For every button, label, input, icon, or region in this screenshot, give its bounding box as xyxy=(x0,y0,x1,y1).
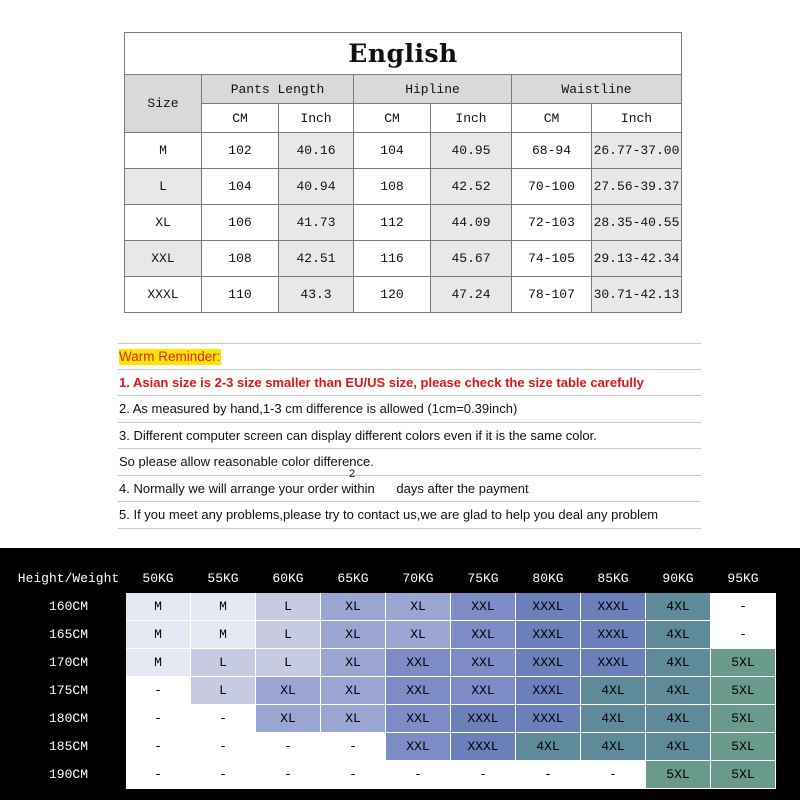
unit-header: Inch xyxy=(431,104,512,133)
hw-size-cell: M xyxy=(191,593,256,621)
hw-size-cell: XXL xyxy=(386,705,451,733)
weight-header: 80KG xyxy=(516,565,581,593)
group-header: Waistline xyxy=(512,75,682,104)
hw-row xyxy=(12,733,776,761)
reminder-line-2: 2. As measured by hand,1-3 cm difference is allowed (1cm=0.39inch) xyxy=(118,396,701,423)
hw-size-cell: - xyxy=(191,761,256,789)
size-value: 40.16 xyxy=(279,133,354,169)
hw-size-cell: - xyxy=(581,761,646,789)
hw-size-cell: 4XL xyxy=(581,677,646,705)
size-value: 68-94 xyxy=(512,133,592,169)
height-label: 170CM xyxy=(12,649,126,677)
hw-size-cell: XXXL xyxy=(451,733,516,761)
reminder-line-3: 3. Different computer screen can display different colors even if it is the same color. xyxy=(118,423,701,450)
hw-size-cell: 4XL xyxy=(581,733,646,761)
hw-size-cell: - xyxy=(126,677,191,705)
hw-size-cell: M xyxy=(126,649,191,677)
weight-header: 50KG xyxy=(126,565,191,593)
size-value: 40.95 xyxy=(431,133,512,169)
hw-size-cell: - xyxy=(256,761,321,789)
size-value: 74-105 xyxy=(512,241,592,277)
hw-size-cell: XXXL xyxy=(581,649,646,677)
hw-size-cell: - xyxy=(451,761,516,789)
hw-size-cell: XXXL xyxy=(516,705,581,733)
weight-header: 55KG xyxy=(191,565,256,593)
unit-header: CM xyxy=(202,104,279,133)
unit-header: Inch xyxy=(592,104,682,133)
weight-header: 70KG xyxy=(386,565,451,593)
hw-size-cell: XL xyxy=(256,705,321,733)
reminder-line-5-start: 4. Normally we will arrange your order within xyxy=(119,480,375,496)
size-value: 108 xyxy=(202,241,279,277)
hw-size-cell: XXXL xyxy=(516,677,581,705)
hw-row xyxy=(12,593,776,621)
size-row xyxy=(125,205,682,241)
unit-header: CM xyxy=(512,104,592,133)
reminder-line-1: 1. Asian size is 2-3 size smaller than EU/US size, please check the size table carefully xyxy=(118,370,701,397)
reminder-title-row xyxy=(118,343,701,370)
hw-size-cell: - xyxy=(516,761,581,789)
hw-size-cell: XXXL xyxy=(516,593,581,621)
unit-header: Inch xyxy=(279,104,354,133)
size-row xyxy=(125,133,682,169)
size-header: Size xyxy=(125,75,202,133)
size-value: 43.3 xyxy=(279,277,354,313)
hw-row xyxy=(12,761,776,789)
reminder-days-number: 2 xyxy=(349,467,356,480)
size-value: 120 xyxy=(354,277,431,313)
weight-header: 85KG xyxy=(581,565,646,593)
reminder-line-5 xyxy=(118,467,701,503)
weight-header: 75KG xyxy=(451,565,516,593)
size-value: 108 xyxy=(354,169,431,205)
size-value: 42.52 xyxy=(431,169,512,205)
weight-header: 90KG xyxy=(646,565,711,593)
hw-size-cell: 4XL xyxy=(646,621,711,649)
weight-header: 65KG xyxy=(321,565,386,593)
reminder-line-5-end: days after the payment xyxy=(396,480,529,496)
hw-size-cell: XXXL xyxy=(581,621,646,649)
hw-size-cell: XXXL xyxy=(581,593,646,621)
size-row xyxy=(125,169,682,205)
height-label: 190CM xyxy=(12,761,126,789)
hw-size-cell: XL xyxy=(256,677,321,705)
size-value: 47.24 xyxy=(431,277,512,313)
size-value: 116 xyxy=(354,241,431,277)
height-label: 165CM xyxy=(12,621,126,649)
hw-size-cell: XL xyxy=(321,705,386,733)
height-label: 160CM xyxy=(12,593,126,621)
size-value: 70-100 xyxy=(512,169,592,205)
hw-size-cell: 4XL xyxy=(646,705,711,733)
reminder-title: Warm Reminder: xyxy=(119,349,221,364)
size-value: 30.71-42.13 xyxy=(592,277,682,313)
hw-size-cell: XXXL xyxy=(516,649,581,677)
size-row xyxy=(125,277,682,313)
hw-size-cell: - xyxy=(126,733,191,761)
size-value: 41.73 xyxy=(279,205,354,241)
hw-size-cell: XXL xyxy=(451,621,516,649)
hw-header-row xyxy=(12,565,776,593)
size-label: XXL xyxy=(125,241,202,277)
hw-size-cell: XL xyxy=(386,621,451,649)
size-value: 104 xyxy=(202,169,279,205)
hw-size-cell: - xyxy=(191,705,256,733)
size-row xyxy=(125,241,682,277)
reminder-line-4: So please allow reasonable color difference. xyxy=(118,449,701,476)
hw-corner-label: Height/Weight xyxy=(12,565,126,593)
hw-size-cell: 4XL xyxy=(581,705,646,733)
size-value: 78-107 xyxy=(512,277,592,313)
hw-size-cell: 5XL xyxy=(711,649,776,677)
hw-size-cell: - xyxy=(711,593,776,621)
size-table xyxy=(124,32,682,313)
hw-size-cell: XL xyxy=(321,621,386,649)
hw-size-cell: XXL xyxy=(386,677,451,705)
hw-size-cell: - xyxy=(321,761,386,789)
group-header: Hipline xyxy=(354,75,512,104)
warm-reminder xyxy=(118,343,701,529)
hw-size-cell: 4XL xyxy=(516,733,581,761)
size-value: 44.09 xyxy=(431,205,512,241)
hw-size-cell: L xyxy=(256,621,321,649)
hw-row xyxy=(12,649,776,677)
reminder-line-6: 5. If you meet any problems,please try to contact us,we are glad to help you deal any problem xyxy=(118,502,701,529)
hw-size-cell: XL xyxy=(321,593,386,621)
hw-size-cell: - xyxy=(126,761,191,789)
height-weight-chart xyxy=(11,564,776,789)
hw-size-cell: 4XL xyxy=(646,677,711,705)
height-label: 175CM xyxy=(12,677,126,705)
hw-size-cell: 4XL xyxy=(646,649,711,677)
size-value: 29.13-42.34 xyxy=(592,241,682,277)
hw-size-cell: - xyxy=(256,733,321,761)
hw-size-cell: 5XL xyxy=(646,761,711,789)
size-value: 102 xyxy=(202,133,279,169)
size-value: 110 xyxy=(202,277,279,313)
size-label: M xyxy=(125,133,202,169)
size-value: 106 xyxy=(202,205,279,241)
hw-size-cell: - xyxy=(126,705,191,733)
hw-size-cell: 5XL xyxy=(711,677,776,705)
hw-size-cell: M xyxy=(126,621,191,649)
weight-header: 95KG xyxy=(711,565,776,593)
size-value: 112 xyxy=(354,205,431,241)
hw-row xyxy=(12,705,776,733)
hw-size-cell: 5XL xyxy=(711,733,776,761)
size-value: 28.35-40.55 xyxy=(592,205,682,241)
height-label: 185CM xyxy=(12,733,126,761)
hw-size-cell: XXL xyxy=(386,733,451,761)
hw-size-cell: XL xyxy=(386,593,451,621)
size-label: L xyxy=(125,169,202,205)
hw-size-cell: 5XL xyxy=(711,705,776,733)
size-value: 42.51 xyxy=(279,241,354,277)
size-value: 45.67 xyxy=(431,241,512,277)
size-table-title: English xyxy=(125,33,682,75)
hw-size-cell: XL xyxy=(321,649,386,677)
size-label: XL xyxy=(125,205,202,241)
hw-size-cell: M xyxy=(126,593,191,621)
hw-size-cell: XXXL xyxy=(516,621,581,649)
hw-size-cell: M xyxy=(191,621,256,649)
hw-row xyxy=(12,621,776,649)
group-header: Pants Length xyxy=(202,75,354,104)
size-value: 72-103 xyxy=(512,205,592,241)
size-value: 26.77-37.00 xyxy=(592,133,682,169)
size-value: 27.56-39.37 xyxy=(592,169,682,205)
size-value: 40.94 xyxy=(279,169,354,205)
size-label: XXXL xyxy=(125,277,202,313)
size-value: 104 xyxy=(354,133,431,169)
hw-size-cell: - xyxy=(386,761,451,789)
hw-size-cell: 4XL xyxy=(646,593,711,621)
hw-row xyxy=(12,677,776,705)
height-label: 180CM xyxy=(12,705,126,733)
hw-size-cell: XXXL xyxy=(451,705,516,733)
hw-size-cell: L xyxy=(191,677,256,705)
hw-size-cell: - xyxy=(191,733,256,761)
hw-size-cell: XXL xyxy=(451,593,516,621)
hw-size-cell: 4XL xyxy=(646,733,711,761)
hw-size-cell: - xyxy=(711,621,776,649)
hw-size-cell: XXL xyxy=(386,649,451,677)
hw-size-cell: XXL xyxy=(451,649,516,677)
hw-size-cell: L xyxy=(256,649,321,677)
weight-header: 60KG xyxy=(256,565,321,593)
unit-header: CM xyxy=(354,104,431,133)
hw-size-cell: L xyxy=(191,649,256,677)
hw-size-cell: L xyxy=(256,593,321,621)
hw-size-cell: 5XL xyxy=(711,761,776,789)
hw-size-cell: XXL xyxy=(451,677,516,705)
hw-size-cell: - xyxy=(321,733,386,761)
hw-size-cell: XL xyxy=(321,677,386,705)
